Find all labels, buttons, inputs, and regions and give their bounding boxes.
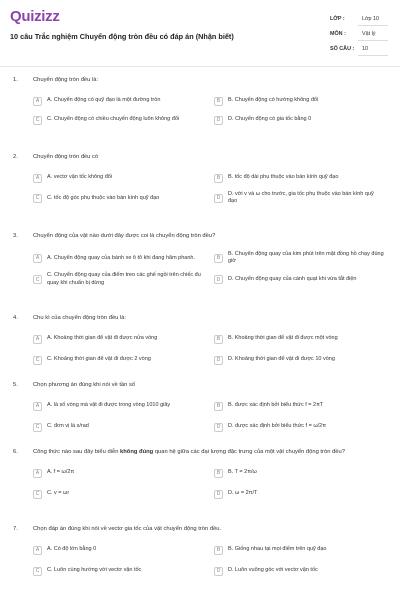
option-letter-box: C xyxy=(33,490,42,499)
option-d[interactable] xyxy=(214,191,390,205)
option-letter-box: B xyxy=(214,402,223,411)
question-number: 2. xyxy=(13,154,18,160)
option-text: D. Khoảng thời gian để vật đi được 10 vòng xyxy=(228,356,335,363)
question-number: 3. xyxy=(13,233,18,239)
question-1 xyxy=(0,76,400,146)
option-letter-box: C xyxy=(33,356,42,365)
subject-underline xyxy=(358,40,388,41)
option-b[interactable] xyxy=(214,400,390,412)
question-number: 5. xyxy=(13,382,18,388)
option-letter-box: B xyxy=(214,546,223,555)
question-number: 1. xyxy=(13,77,18,83)
option-text: D. được xác định bởi biểu thức f = ω/2π xyxy=(228,423,327,430)
option-letter-box: A xyxy=(33,254,42,263)
class-underline xyxy=(358,25,388,26)
option-d[interactable] xyxy=(214,421,390,433)
option-letter-box: C xyxy=(33,567,42,576)
option-text: A. Chuyển động quay của bánh xe ô tô khi đang hãm phanh. xyxy=(47,254,195,261)
question-number: 7. xyxy=(13,526,18,532)
option-text: D. Chuyển động có gia tốc bằng 0 xyxy=(228,116,312,123)
subject-value: Vật lý xyxy=(362,31,376,37)
option-d[interactable] xyxy=(214,354,390,366)
option-letter-box: A xyxy=(33,469,42,478)
option-text: B. Khoảng thời gian để vật đi được một vòng xyxy=(228,335,338,342)
option-letter-box: A xyxy=(33,174,42,183)
option-text: A. f = ω/2π xyxy=(47,469,75,476)
quizizz-logo: Quizizz xyxy=(10,8,60,25)
question-5 xyxy=(0,381,400,441)
option-text: C. v = ωr xyxy=(47,490,70,497)
option-b[interactable] xyxy=(214,333,390,345)
option-letter-box: A xyxy=(33,546,42,555)
option-letter-box: B xyxy=(214,254,223,263)
question-text-start: Công thức nào sau đây biểu diễn xyxy=(33,449,121,455)
class-value: Lớp 10 xyxy=(362,16,380,22)
option-text: B. Chuyển động quay của kim phút trên mặt đồng hồ chạy đúng giờ xyxy=(228,251,384,265)
option-text: A. Có độ lớn bằng 0 xyxy=(47,546,97,553)
option-text: D. với v và ω cho trước, gia tốc phụ thuộc vào bán kính quỹ đạo xyxy=(228,191,374,205)
option-letter-box: B xyxy=(214,97,223,106)
option-text: A. Khoảng thời gian để vật đi được nửa vòng xyxy=(47,335,158,342)
option-text: C. Chuyển động có chiều chuyển động luôn không đổi xyxy=(47,116,180,123)
option-text: D. Chuyển động quay của cánh quạt khi vừa tắt điện xyxy=(228,276,357,282)
option-c[interactable] xyxy=(33,272,214,286)
count-underline xyxy=(358,55,388,56)
question-number: 4. xyxy=(13,315,18,321)
option-a[interactable] xyxy=(33,333,214,345)
option-letter-box: D xyxy=(214,275,223,284)
question-7 xyxy=(0,525,400,585)
option-text: B. Giống nhau tại mọi điểm trên quỹ đạo xyxy=(228,546,327,553)
option-d[interactable] xyxy=(214,114,390,126)
option-b[interactable] xyxy=(214,95,390,107)
option-letter-box: C xyxy=(33,116,42,125)
option-d[interactable] xyxy=(214,565,390,577)
option-c[interactable] xyxy=(33,421,214,433)
option-letter-box: B xyxy=(214,174,223,183)
option-letter-box: A xyxy=(33,335,42,344)
question-list xyxy=(0,76,400,592)
option-text: B. tốc độ dài phụ thuộc vào bán kính quỹ đạo xyxy=(228,174,339,181)
question-text-end: quan hệ giữa các đại lượng đặc trưng của một vật chuyển động tròn đều? xyxy=(153,449,345,455)
option-letter-box: C xyxy=(33,194,42,203)
option-text: D. Luôn vuông góc với vectơ vận tốc xyxy=(228,567,318,574)
question-2 xyxy=(0,153,400,225)
option-a[interactable] xyxy=(33,95,214,107)
option-a[interactable] xyxy=(33,544,214,556)
count-value: 10 xyxy=(362,46,368,52)
class-label: LỚP : xyxy=(330,16,345,22)
question-6 xyxy=(0,448,400,518)
option-letter-box: D xyxy=(214,194,223,203)
option-d[interactable] xyxy=(214,272,390,286)
option-letter-box: D xyxy=(214,116,223,125)
question-text: Chuyển động tròn đều là: xyxy=(33,77,99,83)
option-text: C. đơn vị là s/rad xyxy=(47,423,89,430)
option-text: A. vectơ vận tốc không đổi xyxy=(47,174,113,181)
option-b[interactable] xyxy=(214,467,390,479)
option-text: C. Luôn cùng hướng với vectơ vận tốc xyxy=(47,567,142,574)
option-a[interactable] xyxy=(33,400,214,412)
option-text: B. Chuyển động có hướng không đổi xyxy=(228,97,319,104)
option-text: C. Chuyển động quay của điểm treo các ghế ngồi trên chiếc đu quay khi chuẩn bị dừng xyxy=(47,272,201,286)
question-text: Chuyển động của vật nào dưới đây được coi là chuyển động tròn đều? xyxy=(33,233,216,239)
option-text: C. Khoảng thời gian để vật đi được 2 vòng xyxy=(47,356,151,363)
question-text-emphasis: không đúng xyxy=(120,449,154,455)
option-c[interactable] xyxy=(33,488,214,500)
option-a[interactable] xyxy=(33,251,214,265)
option-letter-box: D xyxy=(214,490,223,499)
option-text: B. được xác định bởi biểu thức f = 2πT xyxy=(228,402,324,409)
option-letter-box: A xyxy=(33,402,42,411)
question-text: Chọn phương án đúng khi nói về tần số xyxy=(33,382,136,388)
option-b[interactable] xyxy=(214,172,390,184)
option-letter-box: D xyxy=(214,567,223,576)
option-text: A. Chuyển động có quỹ đạo là một đường tròn xyxy=(47,97,161,104)
count-label: SỐ CÂU : xyxy=(330,46,355,52)
option-c[interactable] xyxy=(33,114,214,126)
option-b[interactable] xyxy=(214,251,390,265)
worksheet-header xyxy=(0,0,400,62)
option-text: B. T = 2π/ω xyxy=(228,469,257,476)
option-b[interactable] xyxy=(214,544,390,556)
option-letter-box: A xyxy=(33,97,42,106)
option-text: C. tốc độ góc phụ thuộc vào bán kính quỹ đạo xyxy=(47,194,160,201)
question-4 xyxy=(0,314,400,374)
option-a[interactable] xyxy=(33,172,214,184)
option-text: D. ω = 2π/T xyxy=(228,490,258,497)
option-text: A. là số vòng mà vật đi được trong vòng 1010 giây xyxy=(47,402,171,409)
option-c[interactable] xyxy=(33,191,214,205)
option-c[interactable] xyxy=(33,565,214,577)
subject-label: MÔN : xyxy=(330,31,346,37)
question-text: Chọn đáp án đúng khi nói về vectơ gia tốc của vật chuyển động tròn đều. xyxy=(33,526,222,532)
question-number: 6. xyxy=(13,449,18,455)
page-title: 10 câu Trắc nghiệm Chuyển động tròn đều có đáp án (Nhận biết) xyxy=(10,32,234,41)
option-d[interactable] xyxy=(214,488,390,500)
question-3 xyxy=(0,232,400,307)
question-text: Chuyển động tròn đều có xyxy=(33,154,99,160)
option-a[interactable] xyxy=(33,467,214,479)
option-letter-box: D xyxy=(214,356,223,365)
option-letter-box: D xyxy=(214,423,223,432)
option-letter-box: B xyxy=(214,469,223,478)
option-letter-box: C xyxy=(33,423,42,432)
question-text: Chu kì của chuyển động tròn đều là: xyxy=(33,315,127,321)
option-letter-box: C xyxy=(33,275,42,284)
option-c[interactable] xyxy=(33,354,214,366)
option-letter-box: B xyxy=(214,335,223,344)
header-divider xyxy=(0,66,400,67)
